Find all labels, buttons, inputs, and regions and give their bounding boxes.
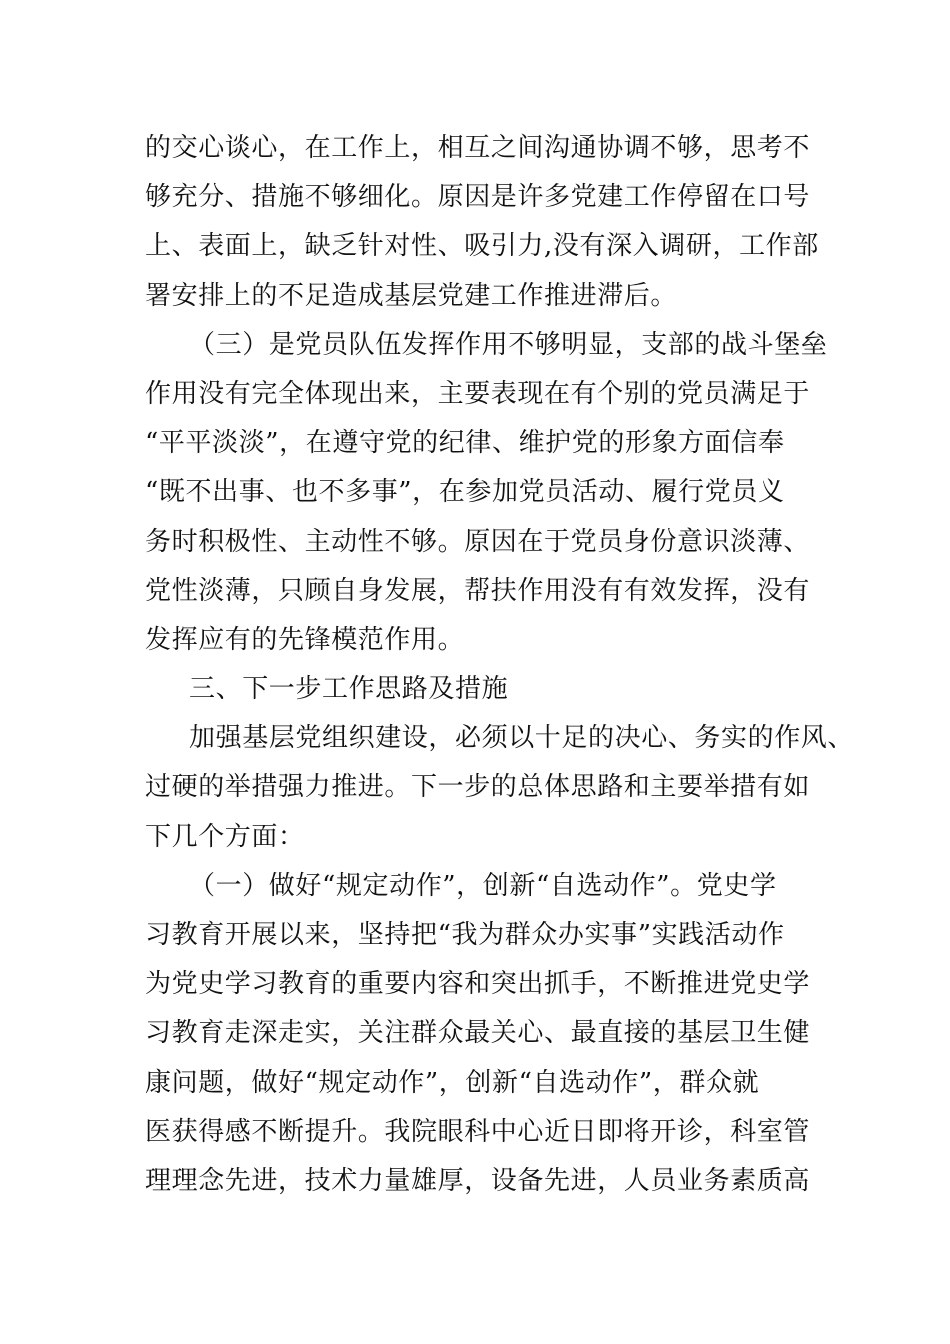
text-line: 务时积极性、主动性不够。原因在于党员身份意识淡薄、 [145,526,811,557]
text-line: 习教育走深走实，关注群众最关心、最直接的基层卫生健 [145,1018,811,1049]
text-line: 理理念先进，技术力量雄厚，设备先进，人员业务素质高 [145,1165,811,1196]
paragraph-heading-1: （一）做好“规定动作”，创新“自选动作”。党史学 [189,870,777,901]
paragraph-heading-3: （三）是党员队伍发挥作用不够明显，支部的战斗堡垒 [189,329,828,360]
text-line: 够充分、措施不够细化。原因是许多党建工作停留在口号 [145,182,811,213]
text-line: “既不出事、也不多事”，在参加党员活动、履行党员义 [145,477,785,508]
text-line: 发挥应有的先锋模范作用。 [145,624,465,655]
text-line: 作用没有完全体现出来，主要表现在有个别的党员满足于 [145,378,811,409]
text-line: 习教育开展以来，坚持把“我为群众办实事”实践活动作 [145,920,785,950]
text-line: 康问题，做好“规定动作”，创新“自选动作”，群众就 [145,1067,760,1098]
text-line: 为党史学习教育的重要内容和突出抓手，不断推进党史学 [145,969,811,1000]
text-line: 下几个方面： [145,821,305,852]
text-line: 署安排上的不足造成基层党建工作推进滞后。 [145,280,678,311]
document-body [145,124,855,1206]
text-line: 医获得感不断提升。我院眼科中心近日即将开诊，科室管 [145,1116,811,1147]
text-line: 上、表面上，缺乏针对性、吸引力,没有深入调研，工作部 [145,231,819,262]
text-line: “平平淡淡”，在遵守党的纪律、维护党的形象方面信奉 [145,428,785,459]
text-line: 党性淡薄，只顾自身发展，帮扶作用没有有效发挥，没有 [145,575,811,606]
section-heading: 三、下一步工作思路及措施 [189,674,509,705]
text-line: 加强基层党组织建设，必须以十足的决心、务实的作风、 [189,723,855,754]
text-line: 的交心谈心，在工作上，相互之间沟通协调不够，思考不 [145,133,811,163]
text-line: 过硬的举措强力推进。下一步的总体思路和主要举措有如 [145,772,811,803]
